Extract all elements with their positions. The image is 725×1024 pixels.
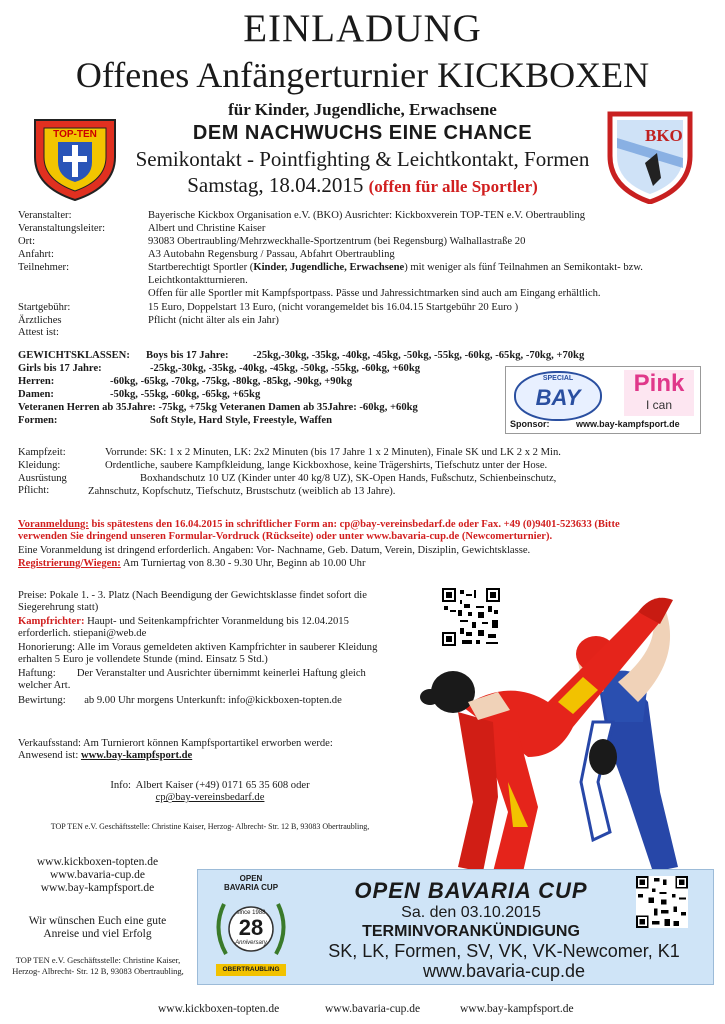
sales-link[interactable]: www.bay-kampfsport.de — [80, 750, 193, 762]
kickboxer-photo — [398, 582, 713, 882]
weight-women-label: Damen: — [18, 389, 54, 400]
sponsor-label: Sponsor: — [510, 419, 550, 429]
page-title: EINLADUNG — [243, 7, 482, 50]
catering-text: Bewirtung: ab 9.00 Uhr morgens Unterkunft: info@kickboxen-topten.de — [18, 695, 342, 706]
web-link[interactable]: www.kickboxen-topten.de — [36, 856, 159, 868]
weigh-in-label: Registrierung/Wiegen: — [18, 558, 121, 569]
weight-girls: -25kg,-30kg, -35kg, -40kg, -45kg, -50kg, -55kg, -60kg, +60kg — [150, 363, 421, 374]
weight-boys: -25kg,-30kg, -35kg, -40kg, -45kg, -50kg, -55kg, -60kg, -65kg, -70kg, +70kg — [253, 350, 585, 361]
weigh-in-text: Am Turniertag von 8.30 - 9.30 Uhr, Beginn ab 10.00 Uhr — [122, 558, 366, 569]
slogan: DEM NACHWUCHS EINE CHANCE — [192, 122, 533, 144]
registration-label: Voranmeldung: — [18, 519, 89, 530]
judges-text: Kampfrichter: Haupt- und Seitenkampfrichter Voranmeldung bis 12.04.2015 erforderlich. stiepani@web.de — [18, 616, 349, 640]
web-links — [10, 856, 185, 895]
disciplines-line: Semikontakt - Pointfighting & Leichtkontakt, Formen — [135, 147, 590, 171]
office-address-bottom: TOP TEN e.V. Geschäftsstelle: Christine Kaiser, Herzog- Albrecht- Str. 12 B, 93083 Obertraubling, — [12, 955, 184, 976]
bavaria-cup-title: OPEN BAVARIA CUP — [354, 878, 588, 903]
registration-line1: bis spätestens den 16.04.2015 in schriftlicher Form an: cp@bay-vereinsbedarf.de oder Fax. +49 (0)9401-523633 (Bitte — [91, 519, 620, 530]
weight-men-label: Herren: — [18, 376, 55, 387]
bavaria-cup-badge: OPEN BAVARIA CUP since 1988 28 Anniversary OBERTRAUBLING — [204, 874, 298, 980]
weight-forms: Soft Style, Hard Style, Freestyle, Waffen — [150, 415, 333, 426]
event-subtitle: Offenes Anfängerturnier KICKBOXEN — [75, 55, 650, 95]
bavaria-cup-banner — [197, 869, 714, 985]
bavaria-cup-disciplines: SK, LK, Formen, SV, VK, VK-Newcomer, K1 — [328, 941, 680, 961]
bavaria-cup-date: Sa. den 03.10.2015 — [401, 904, 541, 921]
bay-logo: SPECIAL BAY — [514, 371, 602, 421]
weight-girls-label: Girls bis 17 Jahre: — [18, 363, 102, 374]
web-link[interactable]: www.bavaria-cup.de — [49, 869, 146, 881]
bko-logo-text: BKO — [645, 126, 683, 145]
sponsor-box — [505, 366, 701, 434]
weight-veterans: Veteranen Herren ab 35Jahre: -75kg, +75kg Veteranen Damen ab 35Jahre: -60kg, +60kg — [18, 402, 418, 413]
honorarium-text: Honorierung: Alle im Voraus gemeldeten aktiven Kampfrichter in sauberer Kleidung erhalten 5 Euro je vollendete Stunde (mind. Einsatz 5 Std.) — [18, 642, 378, 666]
audience-line: für Kinder, Jugendliche, Erwachsene — [228, 100, 497, 119]
registration-note: Eine Voranmeldung ist dringend erforderlich. Angaben: Vor- Nachname, Geb. Datum, Verein, Disziplin, Gewichtsklasse. — [18, 545, 531, 556]
bavaria-cup-url[interactable]: www.bavaria-cup.de — [422, 961, 586, 981]
topten-logo-text: TOP-TEN — [53, 129, 97, 140]
weight-boys-label: Boys bis 17 Jahre: — [146, 350, 229, 361]
weight-men: -60kg, -65kg, -70kg, -75kg, -80kg, -85kg, -90kg, +90kg — [110, 376, 353, 387]
bko-shield-logo — [605, 108, 695, 204]
weight-head: GEWICHTSKLASSEN: — [18, 350, 130, 361]
footer-link[interactable]: www.bay-kampfsport.de — [460, 1003, 574, 1015]
event-date: Samstag, 18.04.2015 — [187, 173, 364, 197]
bavaria-cup-announce: TERMINVORANKÜNDIGUNG — [362, 923, 580, 940]
web-link[interactable]: www.bay-kampfsport.de — [40, 882, 155, 894]
topten-shield-logo — [30, 112, 120, 202]
sales-text: Verkaufsstand: Am Turnierort können Kampfsportartikel erworben werde: Anwesend ist: www.bay-kampfsport.de — [18, 738, 333, 762]
sponsor-link[interactable]: www.bay-kampfsport.de — [576, 419, 680, 429]
weigh-in-line — [18, 558, 708, 570]
qr-code-icon — [636, 876, 688, 928]
prizes-text: Preise: Pokale 1. - 3. Platz (Nach Beendigung der Gewichtsklasse findet sofort die Siegerehrung statt) — [18, 590, 367, 614]
pink-i-can-logo: Pink I can — [624, 370, 694, 416]
registration-block — [18, 519, 708, 544]
footer-link[interactable]: www.kickboxen-topten.de — [158, 1003, 280, 1015]
weight-women: -50kg, -55kg, -60kg, -65kg, +65kg — [110, 389, 261, 400]
liability-text: Haftung: Der Veranstalter und Ausrichter übernimmt keinerlei Haftung gleich welcher Art. — [18, 668, 366, 692]
info-contact: Info: Albert Kaiser (+49) 0171 65 35 608 oder cp@bay-vereinsbedarf.de — [110, 780, 310, 804]
wish-text: Wir wünschen Euch eine gute Anreise und viel Erfolg — [28, 915, 167, 940]
event-date-note: (offen für alle Sportler) — [368, 177, 538, 196]
registration-line2: verwenden Sie dringend unseren Formular-Vordruck (Rückseite) oder unter www.bavaria-cup.de (Newcomerturnier). — [18, 531, 553, 543]
info-mail-link[interactable]: cp@bay-vereinsbedarf.de — [155, 792, 265, 804]
footer-link[interactable]: www.bavaria-cup.de — [325, 1003, 421, 1015]
weight-forms-label: Formen: — [18, 415, 58, 426]
office-address: TOP TEN e.V. Geschäftsstelle: Christine Kaiser, Herzog- Albrecht- Str. 12 B, 93083 Obertraubling, — [50, 822, 370, 831]
